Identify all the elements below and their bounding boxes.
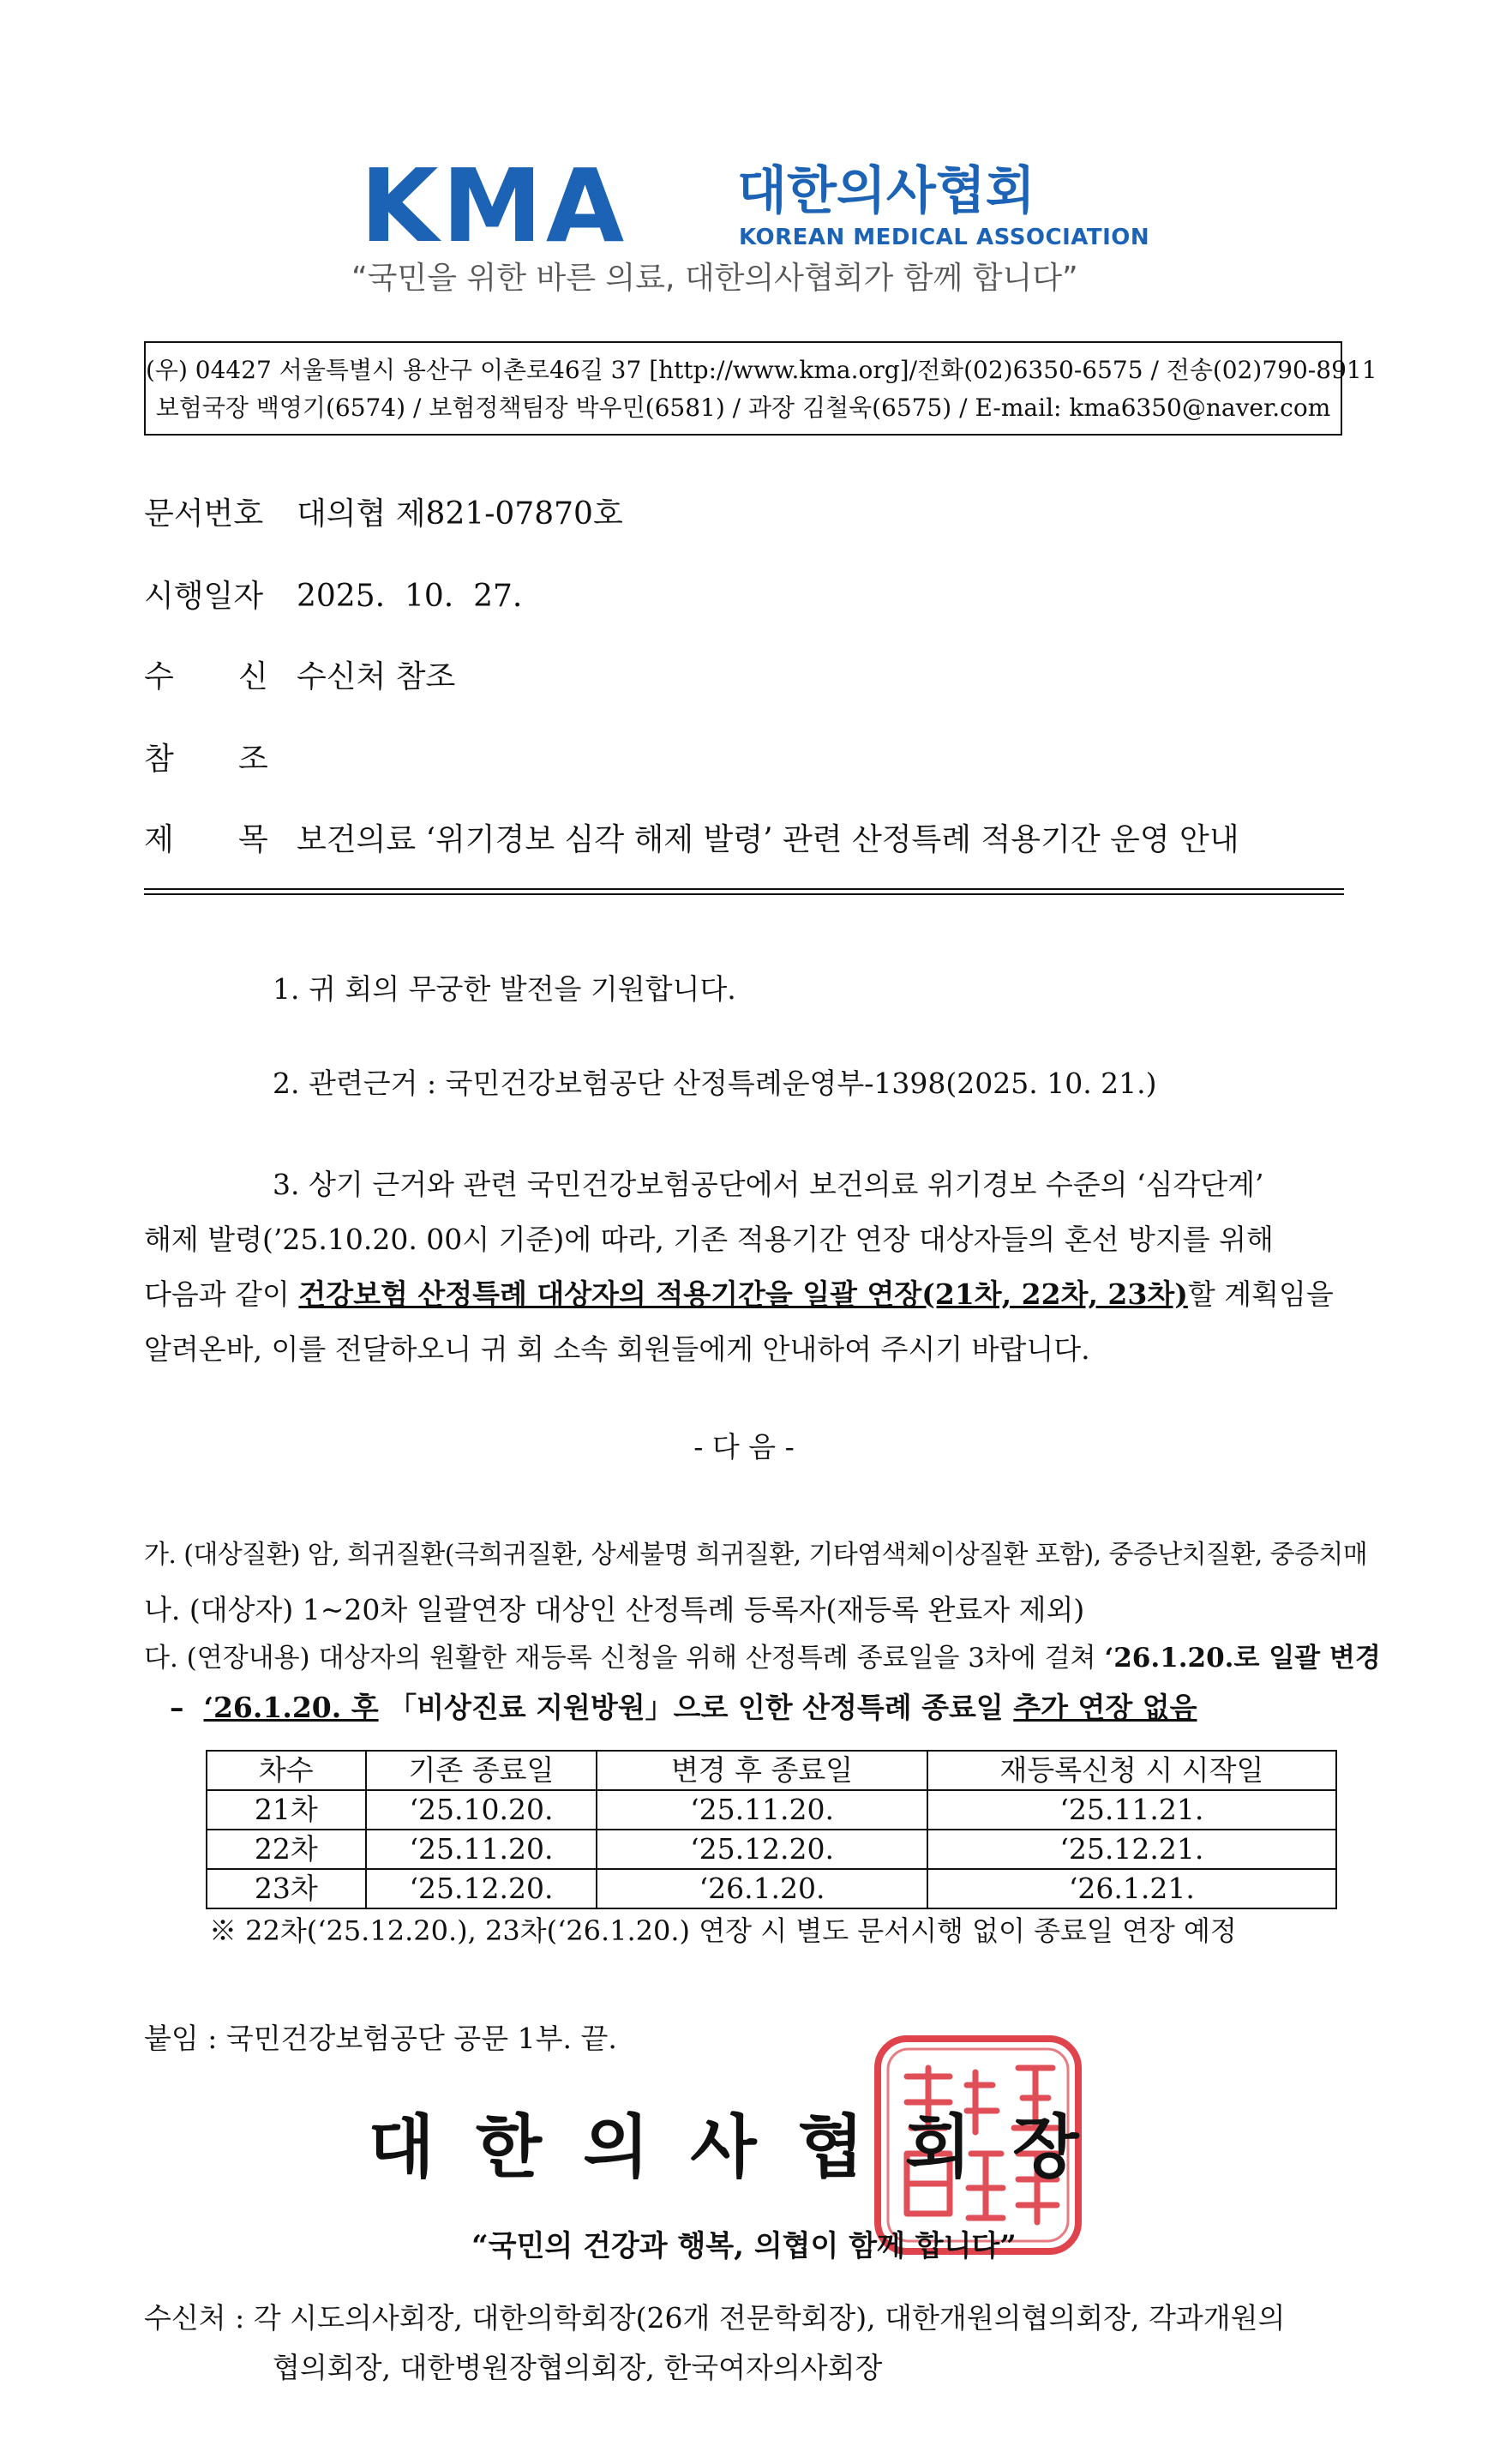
doc-number-row	[144, 494, 623, 535]
item-dash-underline-1: ‘26.1.20. 후	[203, 1691, 379, 1724]
contact-box	[144, 341, 1377, 436]
schedule-table	[206, 1750, 1337, 1909]
subject: 보건의료 ‘위기경보 심각 해제 발령’ 관련 산정특례 적용기간 운영 안내	[297, 822, 1239, 857]
paragraph-3-line-3	[144, 1274, 1334, 1315]
table-cell: ‘25.11.20.	[366, 1830, 597, 1869]
paragraph-3-line-4: 알려온바, 이를 전달하오니 귀 회 소속 회원들에게 안내하여 주시기 바랍니다.	[144, 1332, 1090, 1366]
reference-row	[144, 739, 297, 780]
item-dash	[170, 1687, 1197, 1728]
table-header-old-end: 기존 종료일	[366, 1751, 597, 1790]
divider-bottom	[144, 893, 1344, 895]
paragraph-3-emphasis: 건강보험 산정특례 대상자의 적용기간을 일괄 연장(21차, 22차, 23차)	[298, 1277, 1188, 1311]
date-label: 시행일자	[144, 579, 264, 614]
table-cell: ‘26.1.21.	[927, 1869, 1336, 1908]
attachment: 붙임 : 국민건강보험공단 공문 1부. 끝.	[144, 2022, 617, 2055]
table-cell: 22차	[207, 1830, 366, 1869]
table-row	[207, 1830, 1336, 1869]
item-dash-mid: 「비상진료 지원방원」으로 인한 산정특례 종료일	[378, 1691, 1014, 1724]
reference-label-a: 참	[144, 742, 174, 777]
table-row	[207, 1790, 1336, 1830]
recipient-label-a: 수	[144, 659, 174, 694]
table-cell: ‘25.12.20.	[597, 1830, 927, 1869]
divider-top	[144, 888, 1344, 890]
table-cell: ‘25.11.21.	[927, 1790, 1336, 1830]
date-row	[144, 576, 522, 617]
subject-row	[144, 820, 1239, 861]
table-note: ※ 22차(‘25.12.20.), 23차(‘26.1.20.) 연장 시 별도 문서시행 없이 종료일 연장 예정	[209, 1914, 1237, 1947]
recipients-line-2: 협의회장, 대한병원장협의회장, 한국여자의사회장	[273, 2351, 883, 2384]
recipient-label-b: 신	[238, 659, 268, 694]
item-da-emphasis: ‘26.1.20.로 일괄 변경	[1104, 1643, 1381, 1674]
table-cell: 21차	[207, 1790, 366, 1830]
table-cell: ‘26.1.20.	[597, 1869, 927, 1908]
signer-title: 대한의사협회장	[368, 2106, 1120, 2187]
subject-label-b: 목	[238, 822, 268, 857]
reference-label-b: 조	[238, 742, 268, 777]
kma-logo-mark: KMA	[360, 147, 628, 265]
table-cell: 23차	[207, 1869, 366, 1908]
kma-logo	[334, 146, 1157, 317]
paragraph-3-line-3-post: 할 계획임을	[1187, 1277, 1334, 1311]
item-ga: 가. (대상질환) 암, 희귀질환(극희귀질환, 상세불명 희귀질환, 기타염색체이상질환 포함), 중증난치질환, 중증치매	[144, 1540, 1368, 1570]
item-dash-pre: –	[170, 1691, 204, 1724]
org-name-en: KOREAN MEDICAL ASSOCIATION	[739, 225, 1150, 250]
recipients-list-1: 각 시도의사회장, 대한의학회장(26개 전문학회장), 대한개원의협의회장, 각과개원의	[253, 2301, 1286, 2335]
paragraph-3-line-3-pre: 다음과 같이	[144, 1277, 299, 1311]
table-header-row	[207, 1751, 1336, 1790]
paragraph-2: 2. 관련근거 : 국민건강보험공단 산정특례운영부-1398(2025. 10. 21.)	[273, 1067, 1157, 1100]
header-slogan: “국민을 위한 바른 의료, 대한의사협회가 함께 합니다”	[351, 261, 1078, 296]
table-cell: ‘25.12.21.	[927, 1830, 1336, 1869]
issue-date: 2025. 10. 27.	[297, 579, 523, 614]
subject-label-a: 제	[144, 822, 174, 857]
doc-number: 대의협 제821-07870호	[297, 496, 623, 532]
paragraph-3-line-2: 해제 발령(’25.10.20. 00시 기준)에 따라, 기존 적용기간 연장 대상자들의 혼선 방지를 위해	[144, 1223, 1274, 1256]
recipients-label: 수신처 :	[144, 2301, 254, 2335]
item-dash-underline-2: 추가 연장 없음	[1013, 1691, 1197, 1724]
recipient-row	[144, 657, 455, 698]
table-header-restart: 재등록신청 시 시작일	[927, 1751, 1336, 1790]
item-da-pre: 다. (연장내용) 대상자의 원활한 재등록 신청을 위해 산정특례 종료일을 3차에 걸쳐	[144, 1643, 1105, 1674]
recipients-line-1	[144, 2298, 1285, 2339]
recipient: 수신처 참조	[297, 659, 456, 694]
table-cell: ‘25.10.20.	[366, 1790, 597, 1830]
paragraph-1: 1. 귀 회의 무궁한 발전을 기원합니다.	[273, 972, 736, 1006]
org-name-ko: 대한의사협회	[737, 161, 1035, 221]
contact-address: (우) 04427 서울특별시 용산구 이촌로46길 37 [http://www.kma.org]/전화(02)6350-6575 / 전송(02)790-8911	[146, 356, 1377, 384]
table-header-new-end: 변경 후 종료일	[597, 1751, 927, 1790]
item-da	[144, 1638, 1381, 1679]
contact-staff: 보험국장 백영기(6574) / 보험정책팀장 박우민(6581) / 과장 김철욱(6575) / E-mail: kma6350@naver.com	[155, 394, 1331, 422]
paragraph-3-line-1: 3. 상기 근거와 관련 국민건강보험공단에서 보건의료 위기경보 수준의 ‘심각단계’	[273, 1168, 1264, 1201]
item-na: 나. (대상자) 1~20차 일괄연장 대상인 산정특례 등록자(재등록 완료자 제외)	[144, 1593, 1085, 1626]
table-header-round: 차수	[207, 1751, 366, 1790]
table-cell: ‘25.11.20.	[597, 1790, 927, 1830]
footer-slogan: “국민의 건강과 행복, 의협이 함께 합니다”	[471, 2229, 1017, 2263]
doc-number-label: 문서번호	[144, 496, 264, 532]
table-row	[207, 1869, 1336, 1908]
next-heading: - 다 음 -	[693, 1430, 795, 1463]
table-cell: ‘25.12.20.	[366, 1869, 597, 1908]
